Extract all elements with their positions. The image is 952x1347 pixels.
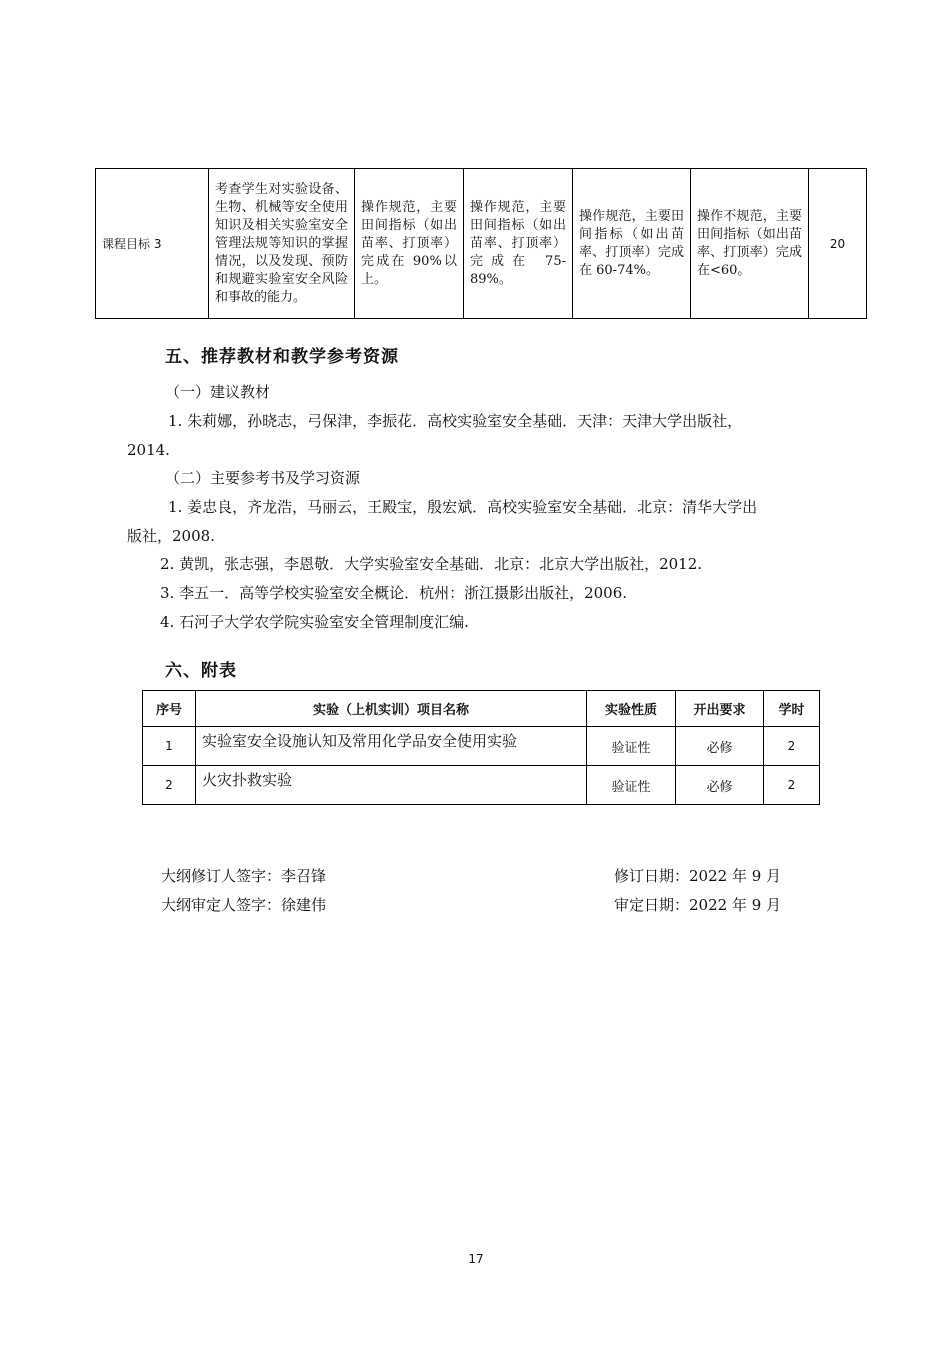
revise-date-value: 2022 年 9 月 bbox=[689, 867, 782, 885]
assessment-description-cell: 考查学生对实验设备、生物、机械等安全使用知识及相关实验室安全管理法规等知识的掌握情况，以及发现、预防和规避实验室安全风险和事故的能力。 bbox=[209, 169, 355, 319]
textbook-line-1: 1. 朱莉娜，孙晓志，弓保津，李振花．高校实验室安全基础．天津：天津大学出版社， bbox=[168, 412, 743, 430]
revise-date-label: 修订日期： bbox=[614, 867, 690, 885]
subheading-textbook: （一）建议教材 bbox=[165, 383, 271, 401]
table-row bbox=[143, 766, 820, 805]
row-hours: 2 bbox=[764, 766, 820, 805]
revise-date bbox=[614, 865, 781, 886]
reference-4: 4. 石河子大学农学院实验室安全管理制度汇编. bbox=[160, 613, 469, 631]
row-type: 验证性 bbox=[587, 727, 676, 766]
header-project-name: 实验（上机实训）项目名称 bbox=[196, 691, 587, 727]
level-pass-cell: 操作规范，主要田间指标（如出苗率、打顶率）完成在 60-74%。 bbox=[573, 169, 691, 319]
row-type: 验证性 bbox=[587, 766, 676, 805]
row-requirement: 必修 bbox=[676, 727, 764, 766]
assessment-table bbox=[95, 168, 867, 319]
row-hours: 2 bbox=[764, 727, 820, 766]
approver-label: 大纲审定人签字： bbox=[161, 896, 282, 914]
section6-heading: 六、附表 bbox=[165, 661, 237, 681]
row-requirement: 必修 bbox=[676, 766, 764, 805]
header-no: 序号 bbox=[143, 691, 196, 727]
reference-1-line-1: 1. 姜忠良，齐龙浩，马丽云，王殿宝，殷宏斌．高校实验室安全基础．北京：清华大学出 bbox=[168, 498, 758, 516]
header-requirement: 开出要求 bbox=[676, 691, 764, 727]
approve-date-value: 2022 年 9 月 bbox=[689, 896, 782, 914]
level-excellent-cell: 操作规范，主要田间指标（如出苗率、打顶率）完成在 90%以上。 bbox=[355, 169, 464, 319]
score-weight-cell: 20 bbox=[809, 169, 867, 319]
approver-name: 徐建伟 bbox=[281, 896, 327, 914]
reviser-signature bbox=[161, 865, 326, 886]
textbook-line-2: 2014. bbox=[127, 441, 170, 459]
table-row bbox=[96, 169, 867, 319]
appendix-table bbox=[142, 690, 820, 805]
row-project-name: 火灾扑救实验 bbox=[196, 766, 587, 805]
table-header-row bbox=[143, 691, 820, 727]
row-no: 2 bbox=[143, 766, 196, 805]
reference-1-line-2: 版社，2008. bbox=[127, 527, 215, 545]
level-good-cell: 操作规范，主要田间指标（如出苗率、打顶率）完成在 75-89%。 bbox=[464, 169, 573, 319]
header-hours: 学时 bbox=[764, 691, 820, 727]
table-row bbox=[143, 727, 820, 766]
subheading-references: （二）主要参考书及学习资源 bbox=[165, 469, 361, 487]
row-no: 1 bbox=[143, 727, 196, 766]
approve-date-label: 审定日期： bbox=[614, 896, 690, 914]
reference-3: 3. 李五一．高等学校实验室安全概论．杭州：浙江摄影出版社，2006. bbox=[160, 584, 628, 602]
reviser-name: 李召锋 bbox=[281, 867, 327, 885]
header-type: 实验性质 bbox=[587, 691, 676, 727]
section5-heading: 五、推荐教材和教学参考资源 bbox=[165, 347, 399, 367]
reference-2: 2. 黄凯，张志强，李恩敬．大学实验室安全基础．北京：北京大学出版社，2012. bbox=[160, 555, 703, 573]
course-goal-cell: 课程目标 3 bbox=[96, 169, 209, 319]
reviser-label: 大纲修订人签字： bbox=[161, 867, 282, 885]
page-number: 17 bbox=[468, 1252, 484, 1266]
row-project-name: 实验室安全设施认知及常用化学品安全使用实验 bbox=[196, 727, 587, 766]
approve-date bbox=[614, 894, 781, 915]
approver-signature bbox=[161, 894, 326, 915]
level-fail-cell: 操作不规范，主要田间指标（如出苗率、打顶率）完成在<60。 bbox=[691, 169, 809, 319]
